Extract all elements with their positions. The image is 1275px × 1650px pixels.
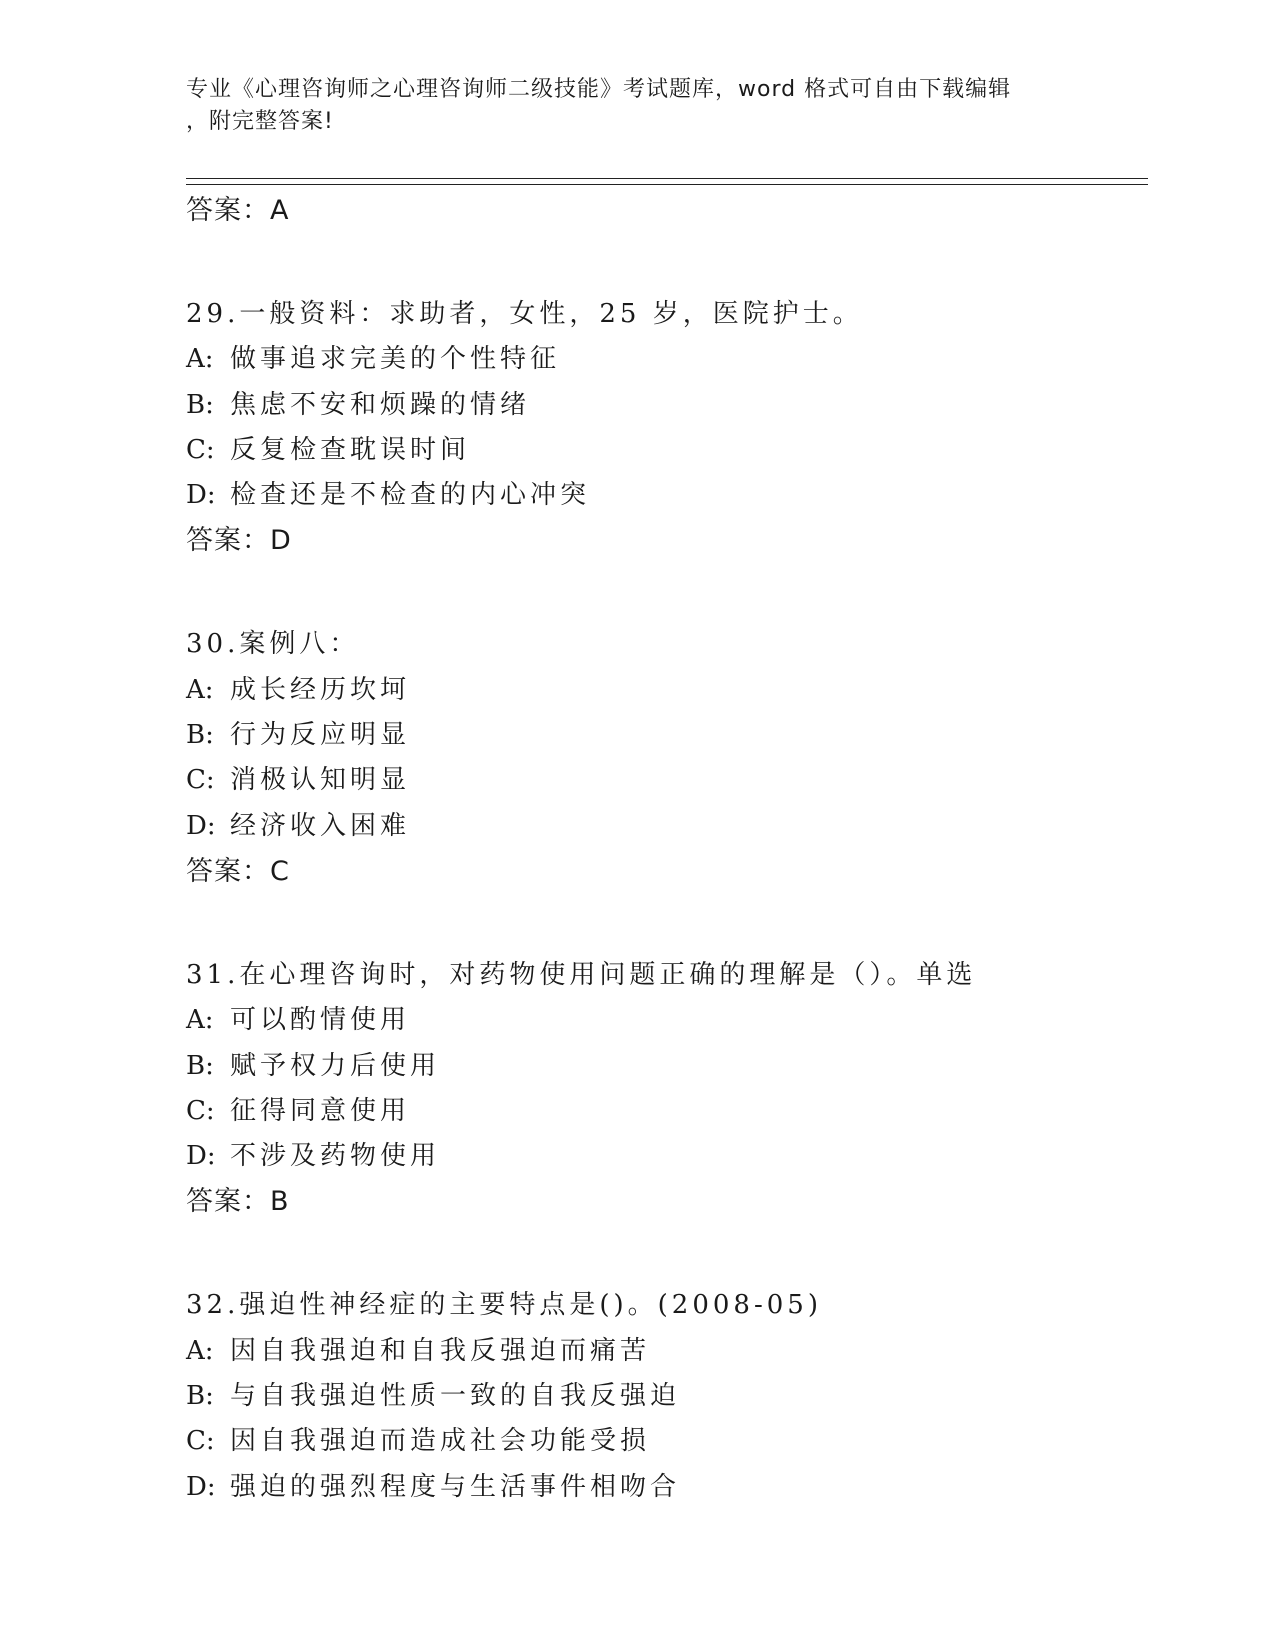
option-text: 可以酌情使用 bbox=[230, 1005, 411, 1036]
question-block-30 bbox=[186, 622, 1166, 894]
question-list bbox=[186, 188, 1166, 1510]
question-block-29 bbox=[186, 292, 1166, 564]
option-text: 做事追求完美的个性特征 bbox=[230, 344, 561, 375]
header-line-1: 专业《心理咨询师之心理咨询师二级技能》考试题库，word 格式可自由下载编辑 bbox=[186, 77, 1012, 102]
option-text: 因自我强迫而造成社会功能受损 bbox=[230, 1426, 651, 1457]
option-text: 经济收入困难 bbox=[230, 810, 411, 841]
option-text: 焦虑不安和烦躁的情绪 bbox=[230, 389, 531, 420]
answer-line: 答案：D bbox=[186, 525, 292, 557]
option-key: C: bbox=[186, 765, 215, 796]
option-c bbox=[186, 758, 1166, 803]
option-key: A: bbox=[186, 1005, 214, 1036]
option-text: 反复检查耽误时间 bbox=[230, 434, 471, 465]
option-key: B: bbox=[186, 1050, 214, 1081]
option-b bbox=[186, 1374, 1166, 1419]
question-block-31 bbox=[186, 953, 1166, 1225]
option-a bbox=[186, 998, 1166, 1043]
option-d bbox=[186, 804, 1166, 849]
option-c bbox=[186, 1089, 1166, 1134]
option-d bbox=[186, 1465, 1166, 1510]
option-text: 消极认知明显 bbox=[230, 765, 411, 796]
question-stem: 30.案例八： bbox=[186, 629, 360, 660]
document-header bbox=[186, 74, 1066, 138]
option-d bbox=[186, 1134, 1166, 1179]
option-key: C: bbox=[186, 434, 215, 465]
option-key: C: bbox=[186, 1095, 215, 1126]
header-divider-top bbox=[186, 178, 1148, 179]
option-key: D: bbox=[186, 1141, 216, 1172]
option-text: 行为反应明显 bbox=[230, 720, 411, 751]
option-key: D: bbox=[186, 1471, 216, 1502]
option-key: A: bbox=[186, 674, 214, 705]
answer-line: 答案：C bbox=[186, 855, 290, 887]
option-a bbox=[186, 1329, 1166, 1374]
option-a bbox=[186, 337, 1166, 382]
option-key: D: bbox=[186, 810, 216, 841]
question-block-32 bbox=[186, 1283, 1166, 1509]
option-text: 赋予权力后使用 bbox=[230, 1050, 441, 1081]
option-key: B: bbox=[186, 1381, 214, 1412]
option-b bbox=[186, 383, 1166, 428]
option-text: 不涉及药物使用 bbox=[230, 1141, 441, 1172]
option-key: B: bbox=[186, 720, 214, 751]
option-text: 检查还是不检查的内心冲突 bbox=[230, 480, 591, 511]
option-key: B: bbox=[186, 389, 214, 420]
previous-answer: 答案：A bbox=[186, 195, 290, 226]
option-text: 成长经历坎坷 bbox=[230, 674, 411, 705]
option-c bbox=[186, 1419, 1166, 1464]
option-key: A: bbox=[186, 344, 214, 375]
option-text: 与自我强迫性质一致的自我反强迫 bbox=[230, 1381, 681, 1412]
option-text: 强迫的强烈程度与生活事件相吻合 bbox=[230, 1471, 681, 1502]
option-key: C: bbox=[186, 1426, 215, 1457]
option-text: 征得同意使用 bbox=[230, 1095, 411, 1126]
question-stem: 31.在心理咨询时，对药物使用问题正确的理解是（）。单选 bbox=[186, 959, 977, 990]
option-a bbox=[186, 668, 1166, 713]
answer-line: 答案：B bbox=[186, 1186, 290, 1218]
option-key: A: bbox=[186, 1335, 214, 1366]
header-line-2: ，附完整答案! bbox=[186, 109, 334, 134]
option-b bbox=[186, 713, 1166, 758]
option-b bbox=[186, 1044, 1166, 1089]
header-divider-bottom bbox=[186, 184, 1148, 185]
option-c bbox=[186, 428, 1166, 473]
question-stem: 32.强迫性神经症的主要特点是()。(2008-05) bbox=[186, 1290, 822, 1321]
option-d bbox=[186, 473, 1166, 518]
question-stem: 29.一般资料：求助者，女性，25 岁，医院护士。 bbox=[186, 299, 863, 329]
option-text: 因自我强迫和自我反强迫而痛苦 bbox=[230, 1335, 651, 1366]
option-key: D: bbox=[186, 480, 216, 511]
